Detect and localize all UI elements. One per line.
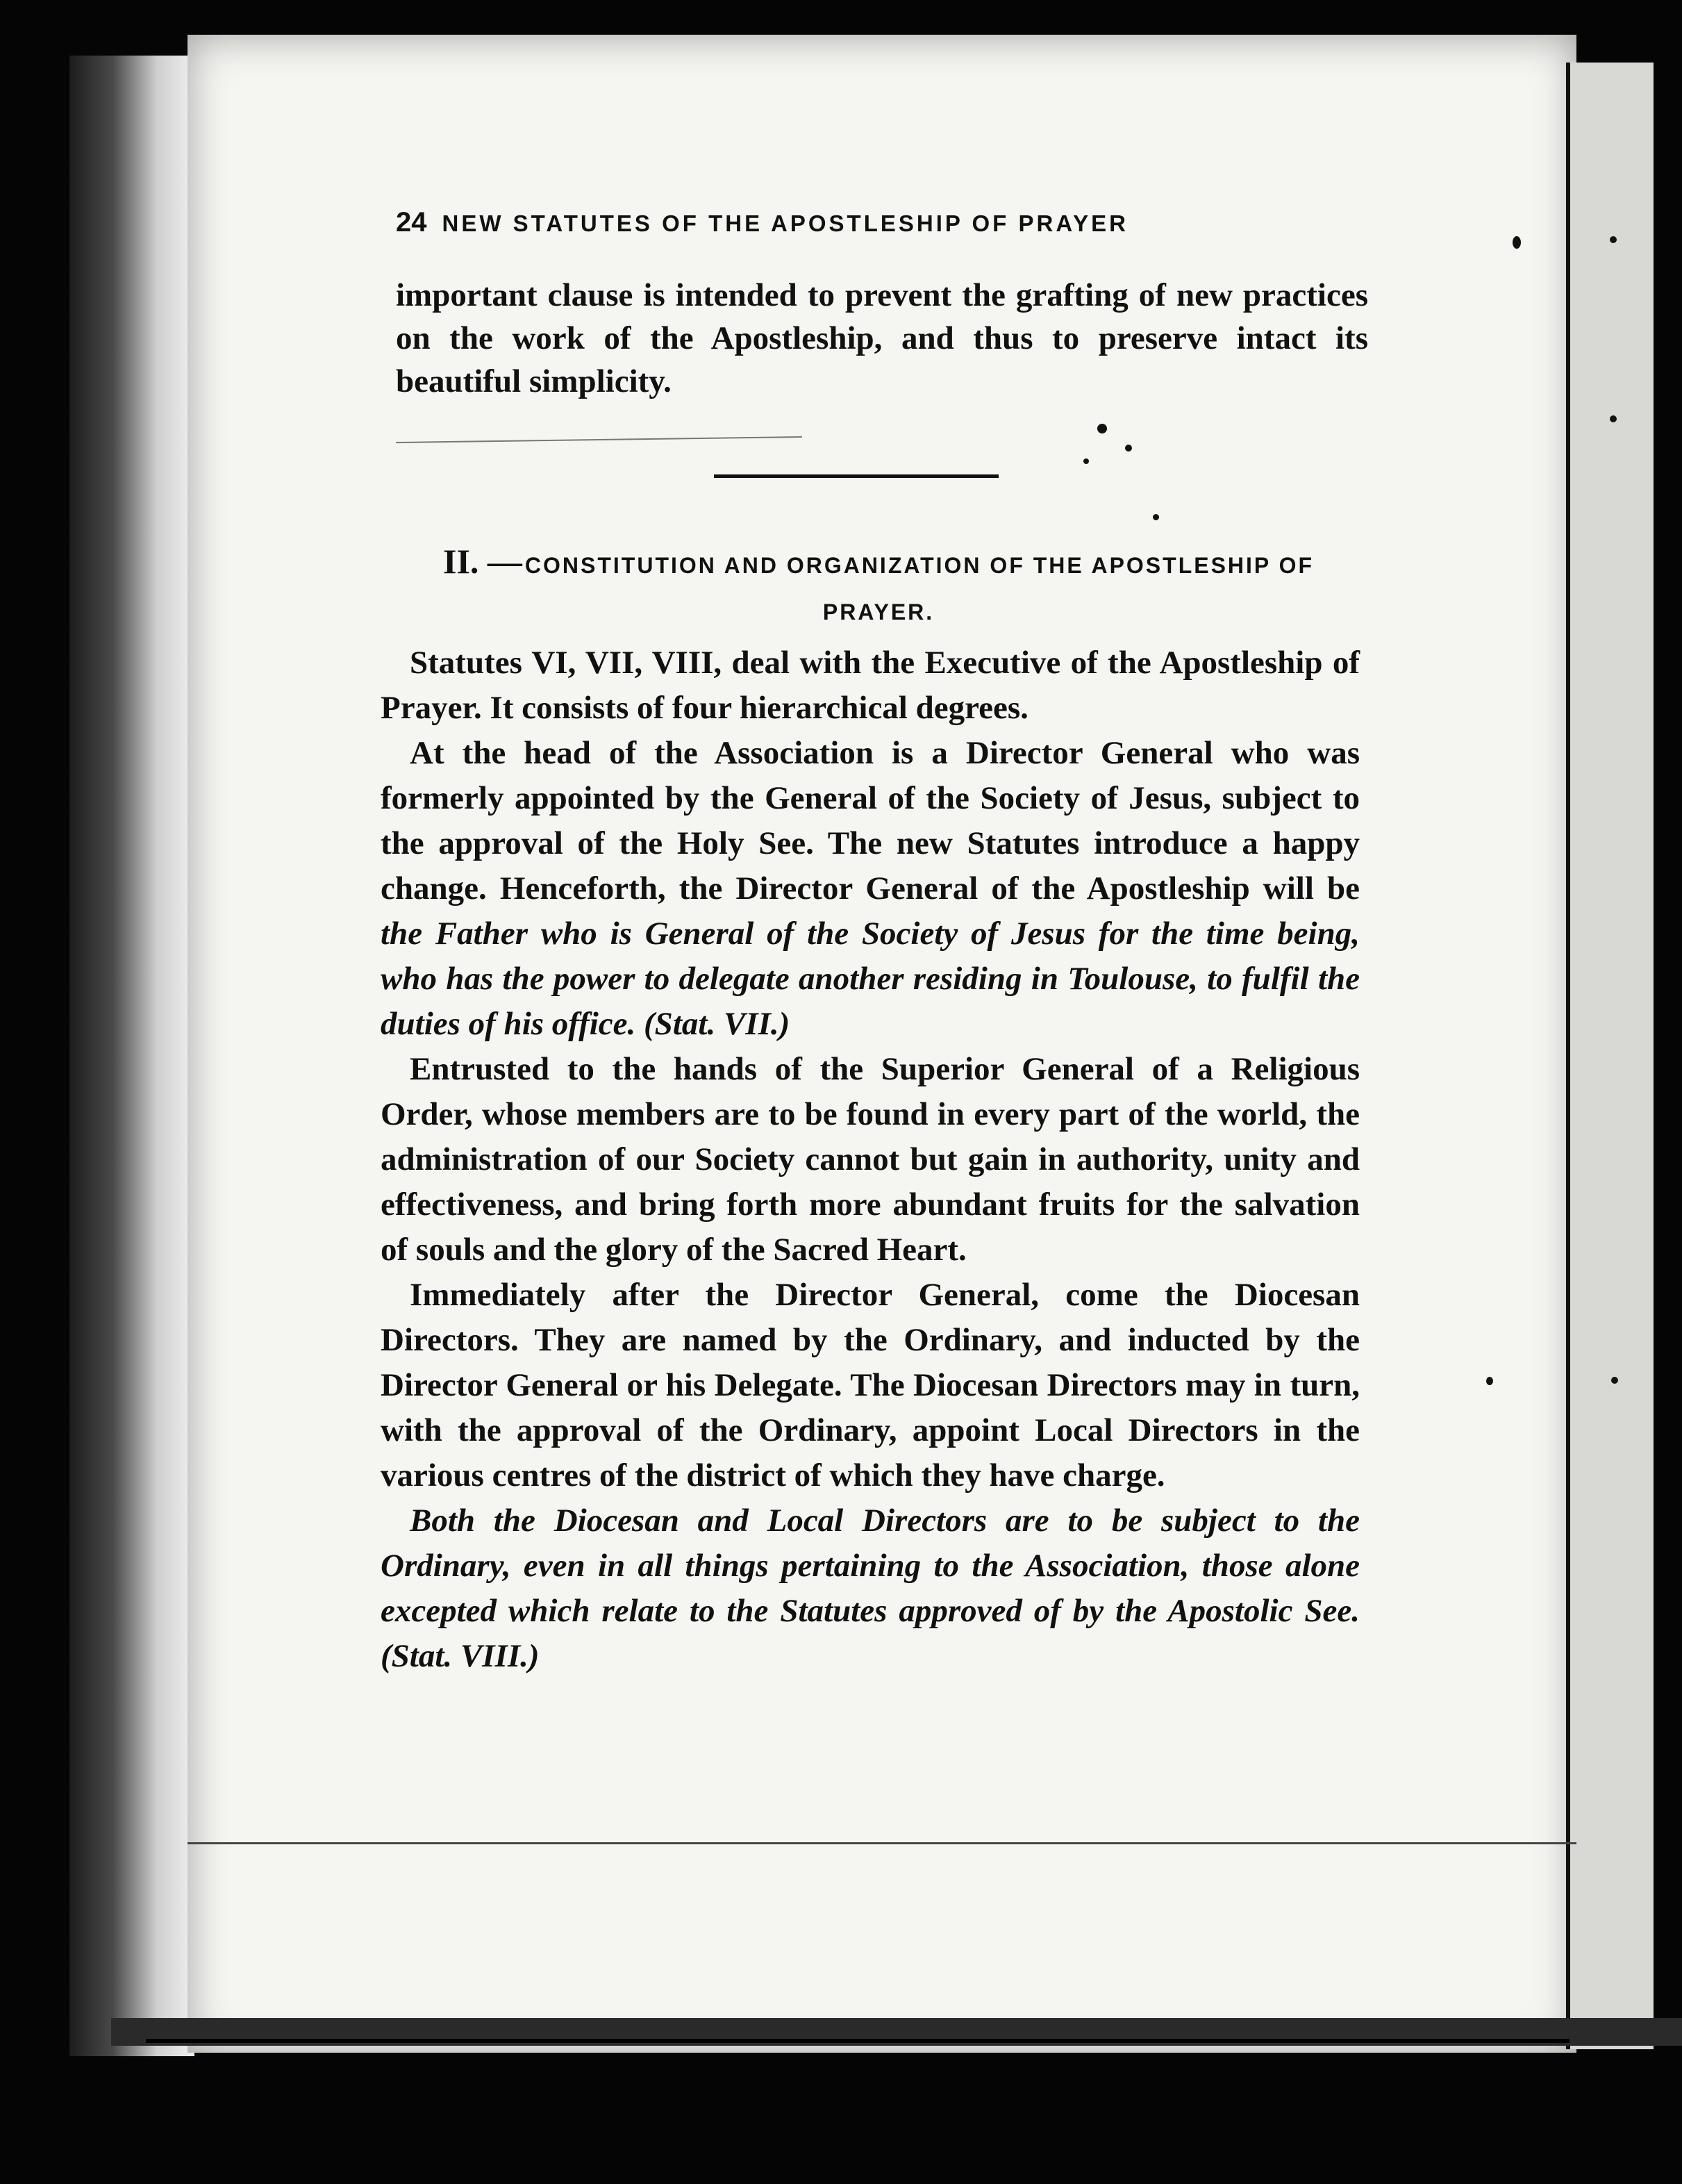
section-divider	[714, 474, 999, 478]
paragraph-5-citation: (Stat. VIII.)	[381, 1638, 540, 1674]
ink-speck	[1486, 1377, 1493, 1385]
intro-paragraph	[396, 274, 1368, 403]
scan-artifact-line	[188, 1842, 1576, 1844]
ink-speck	[1097, 424, 1107, 433]
ink-speck	[1153, 514, 1159, 520]
ink-speck	[1125, 445, 1132, 452]
page-gutter-shadow	[69, 56, 194, 2056]
paragraph-5	[381, 1498, 1360, 1679]
page-number: 24	[396, 207, 427, 238]
paragraph-1: Statutes VI, VII, VIII, deal with the Executive of the Apostleship of Prayer. It consists of four hierarchical degrees.	[381, 645, 1360, 726]
paragraph-2-text: At the head of the Association is a Director General who was formerly appointed by the General of the Society of Jesus, subject to the approval of the Holy See. The new Statutes introduce a happy change. Henceforth, the Director General of the Apostleship will be	[381, 735, 1360, 907]
section-number: II. —	[442, 542, 522, 581]
paragraph-3: Entrusted to the hands of the Superior General of a Religious Order, whose members are to be found in every part of the world, the administration of our Society cannot but gain in authority, unity and effectiveness, and bring forth more abundant fruits for the salvation of souls and the glory of the Sacred Heart.	[381, 1051, 1360, 1268]
page-bottom-edge	[146, 2039, 1569, 2043]
ink-speck	[1083, 458, 1089, 464]
body-text	[381, 640, 1360, 1679]
facing-page-edge	[1570, 63, 1654, 2049]
running-head	[396, 207, 1451, 238]
paragraph-4: Immediately after the Director General, come the Diocesan Directors. They are named by the Ordinary, and inducted by the Director General or his Delegate. The Diocesan Directors may in turn, with the approval of the Ordinary, appoint Local Directors in the various centres of the district of which they have charge.	[381, 1277, 1360, 1494]
paragraph-2	[381, 731, 1360, 1047]
intro-text: important clause is intended to prevent the grafting of new practices on the work of the Apostleship, and thus to preserve intact its beautiful simplicity.	[396, 277, 1368, 399]
ink-speck	[1513, 236, 1521, 249]
paragraph-2-citation: (Stat. VII.)	[644, 1006, 790, 1042]
section-heading	[385, 540, 1372, 638]
ink-speck	[1610, 415, 1617, 422]
ink-speck	[1610, 236, 1617, 243]
running-title: NEW STATUTES OF THE APOSTLESHIP OF PRAYER	[442, 210, 1129, 236]
ink-speck	[1611, 1377, 1618, 1384]
paragraph-5-italic: Both the Diocesan and Local Directors are to be subject to the Ordinary, even in all things pertaining to the Association, those alone excepted which relate to the Statutes approved of by the Apostolic See.	[381, 1503, 1360, 1629]
section-title: CONSTITUTION AND ORGANIZATION OF THE APOSTLESHIP OF PRAYER.	[524, 553, 1315, 624]
paragraph-2-italic: the Father who is General of the Society of Jesus for the time being, who has the power to delegate another residing in Toulouse, to fulfil the duties of his office.	[381, 916, 1360, 1042]
